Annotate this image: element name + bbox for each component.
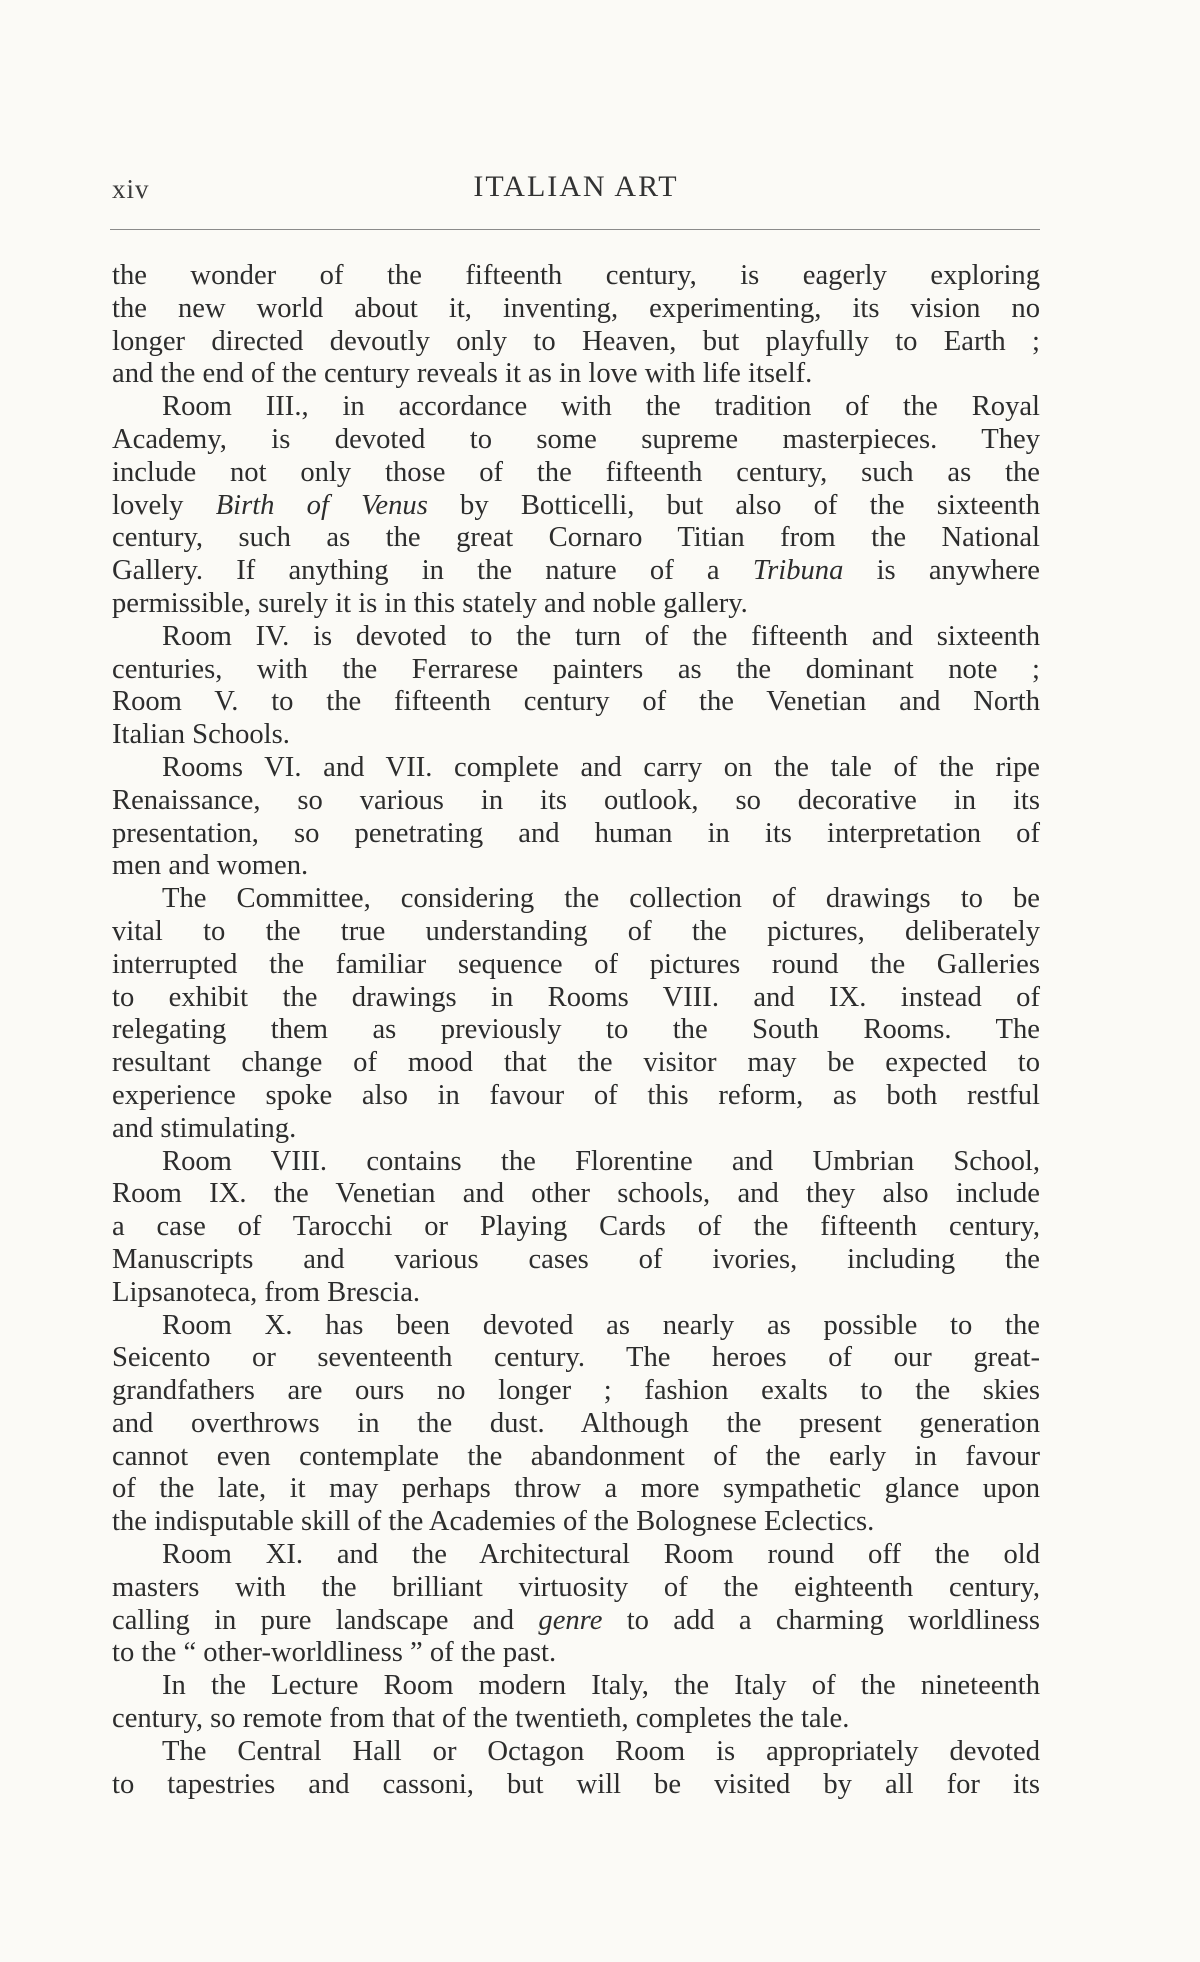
running-title: ITALIAN ART bbox=[473, 170, 679, 203]
text-line: Manuscripts and various cases of ivories, including the bbox=[112, 1243, 1040, 1275]
text-line: The Committee, considering the collection of drawings to be bbox=[162, 883, 1040, 915]
text-line: Room X. has been devoted as nearly as possible to the bbox=[162, 1309, 1040, 1341]
text-line: masters with the brilliant virtuosity of the eighteenth century, bbox=[112, 1571, 1040, 1603]
text-line: interrupted the familiar sequence of pictures round the Galleries bbox=[112, 948, 1040, 980]
text-line: Academy, is devoted to some supreme masterpieces. They bbox=[112, 423, 1040, 455]
text-line: Room VIII. contains the Florentine and Umbrian School, bbox=[162, 1145, 1040, 1177]
paragraph bbox=[112, 1539, 1040, 1670]
text-line: presentation, so penetrating and human in its interpretation of bbox=[112, 817, 1040, 849]
text-line: Seicento or seventeenth century. The heroes of our great- bbox=[112, 1342, 1040, 1374]
page-number: xiv bbox=[112, 174, 150, 204]
text-line: and stimulating. bbox=[112, 1112, 297, 1144]
text-line: Room V. to the fifteenth century of the Venetian and North bbox=[112, 686, 1040, 718]
paragraph bbox=[112, 1670, 1040, 1736]
text-line: The Central Hall or Octagon Room is appropriately devoted bbox=[162, 1735, 1040, 1767]
paragraph bbox=[112, 1146, 1040, 1310]
text-line: century, so remote from that of the twentieth, completes the tale. bbox=[112, 1703, 850, 1735]
text-line: include not only those of the fifteenth century, such as the bbox=[112, 456, 1040, 488]
text-line: lovely Birth of Venus by Botticelli, but also of the sixteenth bbox=[112, 489, 1041, 521]
text-line: the new world about it, inventing, experimenting, its vision no bbox=[112, 292, 1040, 324]
text-line: and the end of the century reveals it as in love with life itself. bbox=[112, 358, 813, 390]
text-line: Room XI. and the Architectural Room round off the old bbox=[162, 1539, 1040, 1571]
running-head bbox=[112, 170, 1040, 210]
text-line: a case of Tarocchi or Playing Cards of the fifteenth century, bbox=[112, 1211, 1040, 1243]
text-line: centuries, with the Ferrarese painters as the dominant note ; bbox=[112, 653, 1040, 685]
text-line: to tapestries and cassoni, but will be visited by all for its bbox=[112, 1768, 1040, 1800]
text-line: resultant change of mood that the visitor may be expected to bbox=[112, 1047, 1040, 1079]
text-line: of the late, it may perhaps throw a more sympathetic glance upon bbox=[112, 1473, 1040, 1505]
text-line: men and women. bbox=[112, 850, 309, 882]
paragraph bbox=[112, 260, 1040, 391]
text-line: Rooms VI. and VII. complete and carry on the tale of the ripe bbox=[162, 751, 1040, 783]
body-text bbox=[112, 260, 1040, 1801]
text-line: Italian Schools. bbox=[112, 719, 290, 751]
text-line: calling in pure landscape and genre to add a charming worldliness bbox=[112, 1604, 1040, 1636]
text-line: Room IV. is devoted to the turn of the fifteenth and sixteenth bbox=[162, 620, 1040, 652]
paragraph bbox=[112, 1736, 1040, 1802]
text-line: Renaissance, so various in its outlook, so decorative in its bbox=[112, 784, 1040, 816]
text-line: Gallery. If anything in the nature of a Tribuna is anywhere bbox=[112, 555, 1040, 587]
text-line: cannot even contemplate the abandonment of the early in favour bbox=[112, 1440, 1040, 1472]
text-line: vital to the true understanding of the pictures, deliberately bbox=[112, 915, 1040, 947]
text-line: relegating them as previously to the South Rooms. The bbox=[112, 1014, 1040, 1046]
paragraph bbox=[112, 621, 1040, 752]
text-line: In the Lecture Room modern Italy, the Italy of the nineteenth bbox=[162, 1670, 1040, 1702]
text-line: and overthrows in the dust. Although the present generation bbox=[112, 1407, 1040, 1439]
text-line: century, such as the great Cornaro Titian from the National bbox=[112, 522, 1040, 554]
text-line: the wonder of the fifteenth century, is eagerly exploring bbox=[112, 260, 1040, 291]
paragraph bbox=[112, 883, 1040, 1145]
text-line: Room III., in accordance with the tradition of the Royal bbox=[162, 391, 1040, 423]
text-line: Room IX. the Venetian and other schools, and they also include bbox=[112, 1178, 1040, 1210]
text-line: permissible, surely it is in this stately and noble gallery. bbox=[112, 587, 748, 619]
text-line: Lipsanoteca, from Brescia. bbox=[112, 1276, 421, 1308]
paragraph bbox=[112, 1310, 1040, 1540]
paragraph bbox=[112, 391, 1040, 621]
paragraph bbox=[112, 752, 1040, 883]
text-line: to the “ other-worldliness ” of the past. bbox=[112, 1637, 557, 1669]
text-line: the indisputable skill of the Academies of the Bolognese Eclectics. bbox=[112, 1506, 875, 1538]
text-line: grandfathers are ours no longer ; fashion exalts to the skies bbox=[112, 1375, 1040, 1407]
text-line: longer directed devoutly only to Heaven, but playfully to Earth ; bbox=[112, 325, 1040, 357]
header-rule bbox=[110, 229, 1040, 230]
text-line: to exhibit the drawings in Rooms VIII. and IX. instead of bbox=[112, 981, 1040, 1013]
text-line: experience spoke also in favour of this reform, as both restful bbox=[112, 1079, 1040, 1111]
